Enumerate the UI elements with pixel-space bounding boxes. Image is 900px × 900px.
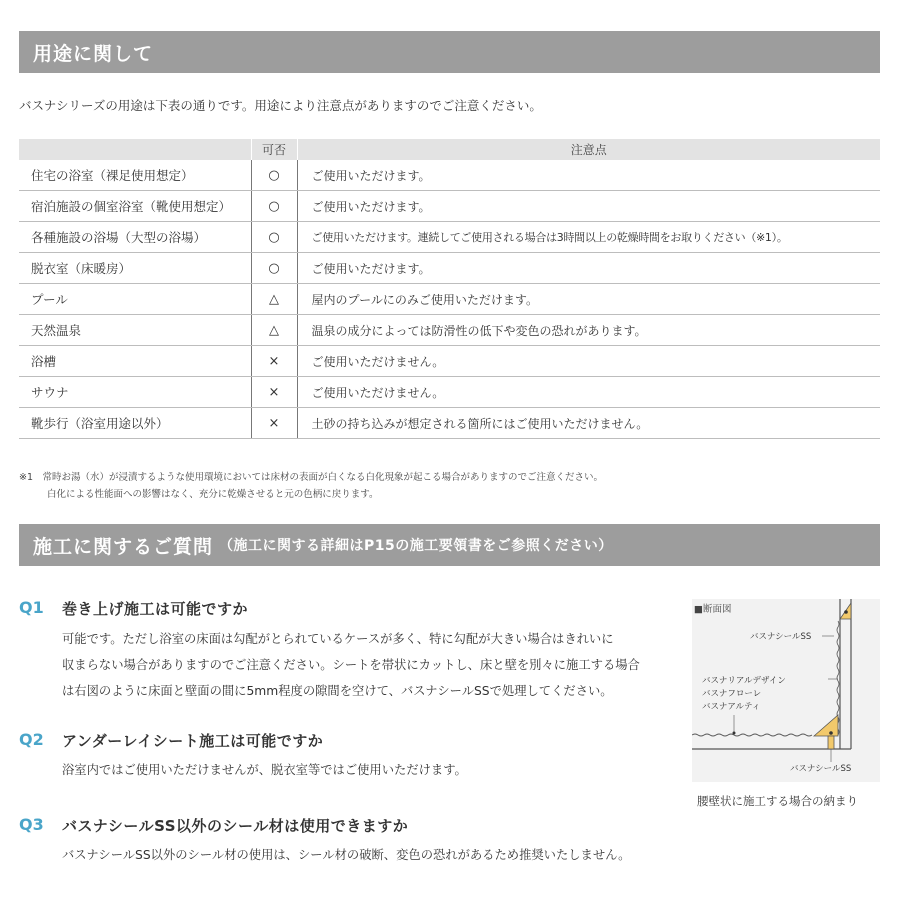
answer-line: 浴室内ではご使用いただけませんが、脱衣室等ではご使用いただけます。 — [62, 763, 467, 777]
availability-cell: ○ — [251, 160, 297, 191]
availability-cell: × — [251, 346, 297, 377]
table-row — [19, 253, 880, 284]
note-cell: ご使用いただけます。 — [297, 191, 880, 222]
question-title: アンダーレイシート施工は可能ですか — [62, 732, 324, 750]
table-row — [19, 284, 880, 315]
footnote — [19, 469, 603, 503]
note-cell: ご使用いただけません。 — [297, 346, 880, 377]
section-subtitle: （施工に関する詳細はP15の施工要領書をご参照ください） — [219, 538, 613, 554]
availability-cell: ○ — [251, 191, 297, 222]
answer-line: は右図のように床面と壁面の間に5mm程度の隙間を空けて、バスナシールSSで処理してください。 — [62, 684, 613, 698]
answer-text — [62, 842, 672, 868]
question-title: バスナシールSS以外のシール材は使用できますか — [62, 817, 409, 835]
answer-text — [62, 757, 672, 783]
table-row — [19, 222, 880, 253]
table-row — [19, 191, 880, 222]
note-cell: 土砂の持ち込みが想定される箇所にはご使用いただけません。 — [297, 408, 880, 439]
availability-cell: × — [251, 377, 297, 408]
section-title: 施工に関するご質問 — [33, 535, 214, 558]
footnote-line: 白化による性能面への影響はなく、充分に乾燥させると元の色柄に戻ります。 — [47, 489, 379, 500]
use-cell: プール — [19, 284, 251, 315]
note-cell: ご使用いただけません。 — [297, 377, 880, 408]
use-cell: 浴槽 — [19, 346, 251, 377]
use-cell: 各種施設の浴場（大型の浴場） — [19, 222, 251, 253]
use-cell: 天然温泉 — [19, 315, 251, 346]
availability-cell: △ — [251, 284, 297, 315]
availability-cell: ○ — [251, 253, 297, 284]
answer-line: バスナシールSS以外のシール材の使用は、シール材の破断、変色の恐れがあるため推奨いたしません。 — [62, 848, 631, 862]
use-cell: 住宅の浴室（裸足使用想定） — [19, 160, 251, 191]
figure-label-sealant-top: バスナシールSS — [750, 632, 812, 642]
table-row — [19, 160, 880, 191]
usage-table — [19, 139, 880, 439]
figure-label-sealant-bottom: バスナシールSS — [790, 764, 852, 774]
availability-cell: △ — [251, 315, 297, 346]
use-cell: 脱衣室（床暖房） — [19, 253, 251, 284]
column-header-availability: 可否 — [251, 139, 297, 160]
note-cell: 屋内のプールにのみご使用いただけます。 — [297, 284, 880, 315]
availability-cell: ○ — [251, 222, 297, 253]
figure-caption: 腰壁状に施工する場合の納まり — [697, 794, 858, 808]
answer-text — [62, 626, 672, 704]
table-row — [19, 315, 880, 346]
figure-title: ■断面図 — [694, 604, 732, 615]
intro-text: バスナシリーズの用途は下表の通りです。用途により注意点がありますのでご注意ください。 — [19, 98, 542, 113]
figure-label-sheet: バスナフローレ — [702, 689, 762, 699]
use-cell: サウナ — [19, 377, 251, 408]
answer-line: 可能です。ただし浴室の床面は勾配がとられているケースが多く、特に勾配が大きい場合はきれいに — [62, 632, 614, 646]
section-title: 用途に関して — [33, 42, 154, 65]
table-row — [19, 346, 880, 377]
use-cell: 靴歩行（浴室用途以外） — [19, 408, 251, 439]
question-label: Q2 — [19, 730, 44, 749]
note-cell: ご使用いただけます。 — [297, 160, 880, 191]
cross-section-figure — [692, 599, 880, 782]
table-header-row — [19, 139, 880, 160]
column-header-use — [19, 139, 251, 160]
question-label: Q3 — [19, 815, 44, 834]
table-row — [19, 408, 880, 439]
note-cell: ご使用いただけます。 — [297, 253, 880, 284]
section-header-usage — [19, 31, 880, 73]
note-cell: 温泉の成分によっては防滑性の低下や変色の恐れがあります。 — [297, 315, 880, 346]
note-cell: ご使用いただけます。連続してご使用される場合は3時間以上の乾燥時間をお取りください（※1）。 — [297, 222, 880, 253]
use-cell: 宿泊施設の個室浴室（靴使用想定） — [19, 191, 251, 222]
question-title: 巻き上げ施工は可能ですか — [62, 600, 249, 618]
answer-line: 収まらない場合がありますのでご注意ください。シートを帯状にカットし、床と壁を別々に施工する場合 — [62, 658, 640, 672]
question-label: Q1 — [19, 598, 44, 617]
figure-label-sheet: バスナアルティ — [702, 702, 761, 712]
section-header-construction — [19, 524, 880, 566]
footnote-line: ※1 常時お湯（水）が浸漬するような使用環境においては床材の表面が白くなる白化現象が起こる場合がありますのでご注意ください。 — [19, 472, 604, 483]
table-row — [19, 377, 880, 408]
column-header-notes: 注意点 — [297, 139, 880, 160]
figure-label-sheet: バスナリアルデザイン — [702, 676, 786, 686]
availability-cell: × — [251, 408, 297, 439]
